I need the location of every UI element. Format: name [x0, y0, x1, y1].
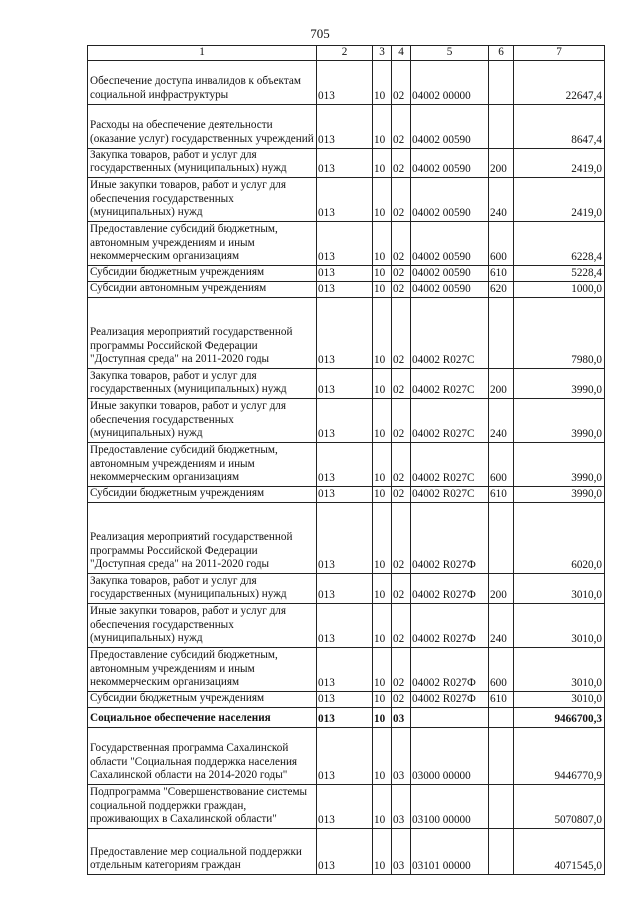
- row-name-cell: Реализация мероприятий государственной программы Российской Федерации "Доступная среда" на 2011-2020 годы: [88, 502, 317, 573]
- target-article-cell: 04002 R027С: [411, 398, 489, 442]
- row-name-cell: Предоставление мер социальной поддержки отдельным категориям граждан: [88, 828, 317, 874]
- header-cell-5: 5: [411, 46, 489, 61]
- ministry-code-cell: 013: [317, 442, 373, 486]
- expense-type-cell: 620: [489, 281, 514, 297]
- header-cell-2: 2: [317, 46, 373, 61]
- subsection-code-cell: 03: [392, 784, 411, 828]
- row-name-cell: Субсидии бюджетным учреждениям: [88, 691, 317, 707]
- expense-type-cell: 610: [489, 265, 514, 281]
- target-article-cell: 04002 R027Ф: [411, 603, 489, 647]
- subsection-code-cell: 02: [392, 297, 411, 368]
- amount-cell: 7980,0: [514, 297, 605, 368]
- section-code-cell: 10: [373, 828, 392, 874]
- row-name-cell: Иные закупки товаров, работ и услуг для обеспечения государственных (муниципальных) нужд: [88, 177, 317, 221]
- section-code-cell: 10: [373, 727, 392, 784]
- target-article-cell: 04002 R027Ф: [411, 573, 489, 603]
- expense-type-cell: 200: [489, 368, 514, 398]
- target-article-cell: 04002 00590: [411, 281, 489, 297]
- ministry-code-cell: 013: [317, 297, 373, 368]
- amount-cell: 3010,0: [514, 603, 605, 647]
- expense-type-cell: [489, 297, 514, 368]
- target-article-cell: 04002 R027Ф: [411, 691, 489, 707]
- section-code-cell: 10: [373, 368, 392, 398]
- expense-type-cell: 600: [489, 647, 514, 691]
- ministry-code-cell: 013: [317, 502, 373, 573]
- table-row: [88, 828, 605, 874]
- section-code-cell: 10: [373, 148, 392, 177]
- expense-type-cell: [489, 60, 514, 104]
- subsection-code-cell: 02: [392, 442, 411, 486]
- section-code-cell: 10: [373, 486, 392, 502]
- table-row: [88, 603, 605, 647]
- target-article-cell: [411, 707, 489, 727]
- table-row: [88, 573, 605, 603]
- amount-cell: 6020,0: [514, 502, 605, 573]
- section-code-cell: 10: [373, 104, 392, 148]
- page-number: 705: [310, 26, 330, 41]
- expense-type-cell: 600: [489, 442, 514, 486]
- subsection-code-cell: 02: [392, 177, 411, 221]
- expense-type-cell: 240: [489, 603, 514, 647]
- target-article-cell: 04002 R027Ф: [411, 647, 489, 691]
- ministry-code-cell: 013: [317, 691, 373, 707]
- section-code-cell: 10: [373, 442, 392, 486]
- section-code-cell: 10: [373, 691, 392, 707]
- row-name-cell: Субсидии бюджетным учреждениям: [88, 486, 317, 502]
- amount-cell: 3010,0: [514, 647, 605, 691]
- subsection-code-cell: 02: [392, 647, 411, 691]
- amount-cell: 4071545,0: [514, 828, 605, 874]
- subsection-code-cell: 02: [392, 368, 411, 398]
- row-name-cell: Реализация мероприятий государственной программы Российской Федерации "Доступная среда" на 2011-2020 годы: [88, 297, 317, 368]
- table-row: [88, 177, 605, 221]
- row-name-cell: Субсидии автономным учреждениям: [88, 281, 317, 297]
- expense-type-cell: 600: [489, 221, 514, 265]
- expense-type-cell: [489, 828, 514, 874]
- subsection-code-cell: 02: [392, 104, 411, 148]
- table-row: [88, 727, 605, 784]
- row-name-cell: Предоставление субсидий бюджетным, автономным учреждениям и иным некоммерческим организациям: [88, 221, 317, 265]
- subsection-code-cell: 02: [392, 486, 411, 502]
- table-row: [88, 297, 605, 368]
- row-name-cell: Закупка товаров, работ и услуг для государственных (муниципальных) нужд: [88, 573, 317, 603]
- subsection-code-cell: 02: [392, 502, 411, 573]
- section-code-cell: 10: [373, 398, 392, 442]
- budget-table: [87, 45, 605, 875]
- target-article-cell: 04002 R027Ф: [411, 502, 489, 573]
- target-article-cell: 04002 R027С: [411, 297, 489, 368]
- subsection-code-cell: 02: [392, 691, 411, 707]
- header-cell-3: 3: [373, 46, 392, 61]
- section-code-cell: 10: [373, 573, 392, 603]
- target-article-cell: 04002 R027С: [411, 486, 489, 502]
- section-code-cell: 10: [373, 265, 392, 281]
- ministry-code-cell: 013: [317, 784, 373, 828]
- amount-cell: 1000,0: [514, 281, 605, 297]
- subsection-code-cell: 03: [392, 707, 411, 727]
- subsection-code-cell: 02: [392, 221, 411, 265]
- table-header-row: [88, 46, 605, 61]
- row-name-cell: Закупка товаров, работ и услуг для государственных (муниципальных) нужд: [88, 148, 317, 177]
- expense-type-cell: [489, 727, 514, 784]
- amount-cell: 9466700,3: [514, 707, 605, 727]
- ministry-code-cell: 013: [317, 603, 373, 647]
- amount-cell: 3010,0: [514, 573, 605, 603]
- table-row: [88, 398, 605, 442]
- section-code-cell: 10: [373, 177, 392, 221]
- ministry-code-cell: 013: [317, 828, 373, 874]
- expense-type-cell: [489, 104, 514, 148]
- section-code-cell: 10: [373, 60, 392, 104]
- table-row: [88, 691, 605, 707]
- table-row: [88, 707, 605, 727]
- table-row: [88, 368, 605, 398]
- expense-type-cell: 610: [489, 486, 514, 502]
- amount-cell: 3010,0: [514, 691, 605, 707]
- ministry-code-cell: 013: [317, 60, 373, 104]
- expense-type-cell: 200: [489, 148, 514, 177]
- row-name-cell: Подпрограмма "Совершенствование системы социальной поддержки граждан, проживающих в Сахалинской области": [88, 784, 317, 828]
- row-name-cell: Закупка товаров, работ и услуг для государственных (муниципальных) нужд: [88, 368, 317, 398]
- amount-cell: 3990,0: [514, 442, 605, 486]
- section-code-cell: 10: [373, 281, 392, 297]
- expense-type-cell: 240: [489, 177, 514, 221]
- table-row: [88, 784, 605, 828]
- section-code-cell: 10: [373, 603, 392, 647]
- ministry-code-cell: 013: [317, 707, 373, 727]
- ministry-code-cell: 013: [317, 368, 373, 398]
- subsection-code-cell: 02: [392, 60, 411, 104]
- section-code-cell: 10: [373, 647, 392, 691]
- row-name-cell: Социальное обеспечение населения: [88, 707, 317, 727]
- ministry-code-cell: 013: [317, 265, 373, 281]
- table-body: [88, 46, 605, 875]
- section-code-cell: 10: [373, 784, 392, 828]
- table-row: [88, 104, 605, 148]
- ministry-code-cell: 013: [317, 398, 373, 442]
- subsection-code-cell: 02: [392, 265, 411, 281]
- ministry-code-cell: 013: [317, 573, 373, 603]
- table-row: [88, 502, 605, 573]
- expense-type-cell: [489, 502, 514, 573]
- ministry-code-cell: 013: [317, 647, 373, 691]
- target-article-cell: 04002 00590: [411, 265, 489, 281]
- amount-cell: 3990,0: [514, 368, 605, 398]
- ministry-code-cell: 013: [317, 177, 373, 221]
- section-code-cell: 10: [373, 297, 392, 368]
- row-name-cell: Иные закупки товаров, работ и услуг для обеспечения государственных (муниципальных) нужд: [88, 603, 317, 647]
- header-cell-6: 6: [489, 46, 514, 61]
- amount-cell: 22647,4: [514, 60, 605, 104]
- amount-cell: 6228,4: [514, 221, 605, 265]
- ministry-code-cell: 013: [317, 104, 373, 148]
- header-cell-4: 4: [392, 46, 411, 61]
- amount-cell: 9446770,9: [514, 727, 605, 784]
- amount-cell: 3990,0: [514, 486, 605, 502]
- ministry-code-cell: 013: [317, 281, 373, 297]
- table-row: [88, 148, 605, 177]
- row-name-cell: Субсидии бюджетным учреждениям: [88, 265, 317, 281]
- subsection-code-cell: 02: [392, 281, 411, 297]
- ministry-code-cell: 013: [317, 221, 373, 265]
- target-article-cell: 04002 00590: [411, 148, 489, 177]
- row-name-cell: Иные закупки товаров, работ и услуг для обеспечения государственных (муниципальных) нужд: [88, 398, 317, 442]
- row-name-cell: Предоставление субсидий бюджетным, автономным учреждениям и иным некоммерческим организациям: [88, 647, 317, 691]
- target-article-cell: 04002 00590: [411, 177, 489, 221]
- subsection-code-cell: 02: [392, 603, 411, 647]
- subsection-code-cell: 03: [392, 828, 411, 874]
- table-row: [88, 486, 605, 502]
- target-article-cell: 03101 00000: [411, 828, 489, 874]
- row-name-cell: Расходы на обеспечение деятельности (оказание услуг) государственных учреждений: [88, 104, 317, 148]
- expense-type-cell: [489, 784, 514, 828]
- target-article-cell: 03000 00000: [411, 727, 489, 784]
- expense-type-cell: [489, 707, 514, 727]
- expense-type-cell: 200: [489, 573, 514, 603]
- target-article-cell: 04002 00590: [411, 104, 489, 148]
- subsection-code-cell: 03: [392, 727, 411, 784]
- amount-cell: 5070807,0: [514, 784, 605, 828]
- ministry-code-cell: 013: [317, 486, 373, 502]
- target-article-cell: 04002 00000: [411, 60, 489, 104]
- section-code-cell: 10: [373, 502, 392, 573]
- table-row: [88, 647, 605, 691]
- row-name-cell: Государственная программа Сахалинской области "Социальная поддержка населения Сахалинской области на 2014-2020 годы": [88, 727, 317, 784]
- amount-cell: 5228,4: [514, 265, 605, 281]
- ministry-code-cell: 013: [317, 727, 373, 784]
- table-row: [88, 221, 605, 265]
- target-article-cell: 04002 R027С: [411, 368, 489, 398]
- row-name-cell: Предоставление субсидий бюджетным, автономным учреждениям и иным некоммерческим организациям: [88, 442, 317, 486]
- table-row: [88, 60, 605, 104]
- amount-cell: 2419,0: [514, 148, 605, 177]
- table-row: [88, 442, 605, 486]
- row-name-cell: Обеспечение доступа инвалидов к объектам социальной инфраструктуры: [88, 60, 317, 104]
- amount-cell: 8647,4: [514, 104, 605, 148]
- table-row: [88, 265, 605, 281]
- subsection-code-cell: 02: [392, 573, 411, 603]
- subsection-code-cell: 02: [392, 148, 411, 177]
- amount-cell: 3990,0: [514, 398, 605, 442]
- subsection-code-cell: 02: [392, 398, 411, 442]
- target-article-cell: 04002 R027С: [411, 442, 489, 486]
- expense-type-cell: 240: [489, 398, 514, 442]
- amount-cell: 2419,0: [514, 177, 605, 221]
- table-row: [88, 281, 605, 297]
- header-cell-7: 7: [514, 46, 605, 61]
- target-article-cell: 03100 00000: [411, 784, 489, 828]
- section-code-cell: 10: [373, 221, 392, 265]
- target-article-cell: 04002 00590: [411, 221, 489, 265]
- expense-type-cell: 610: [489, 691, 514, 707]
- ministry-code-cell: 013: [317, 148, 373, 177]
- header-cell-1: 1: [88, 46, 317, 61]
- section-code-cell: 10: [373, 707, 392, 727]
